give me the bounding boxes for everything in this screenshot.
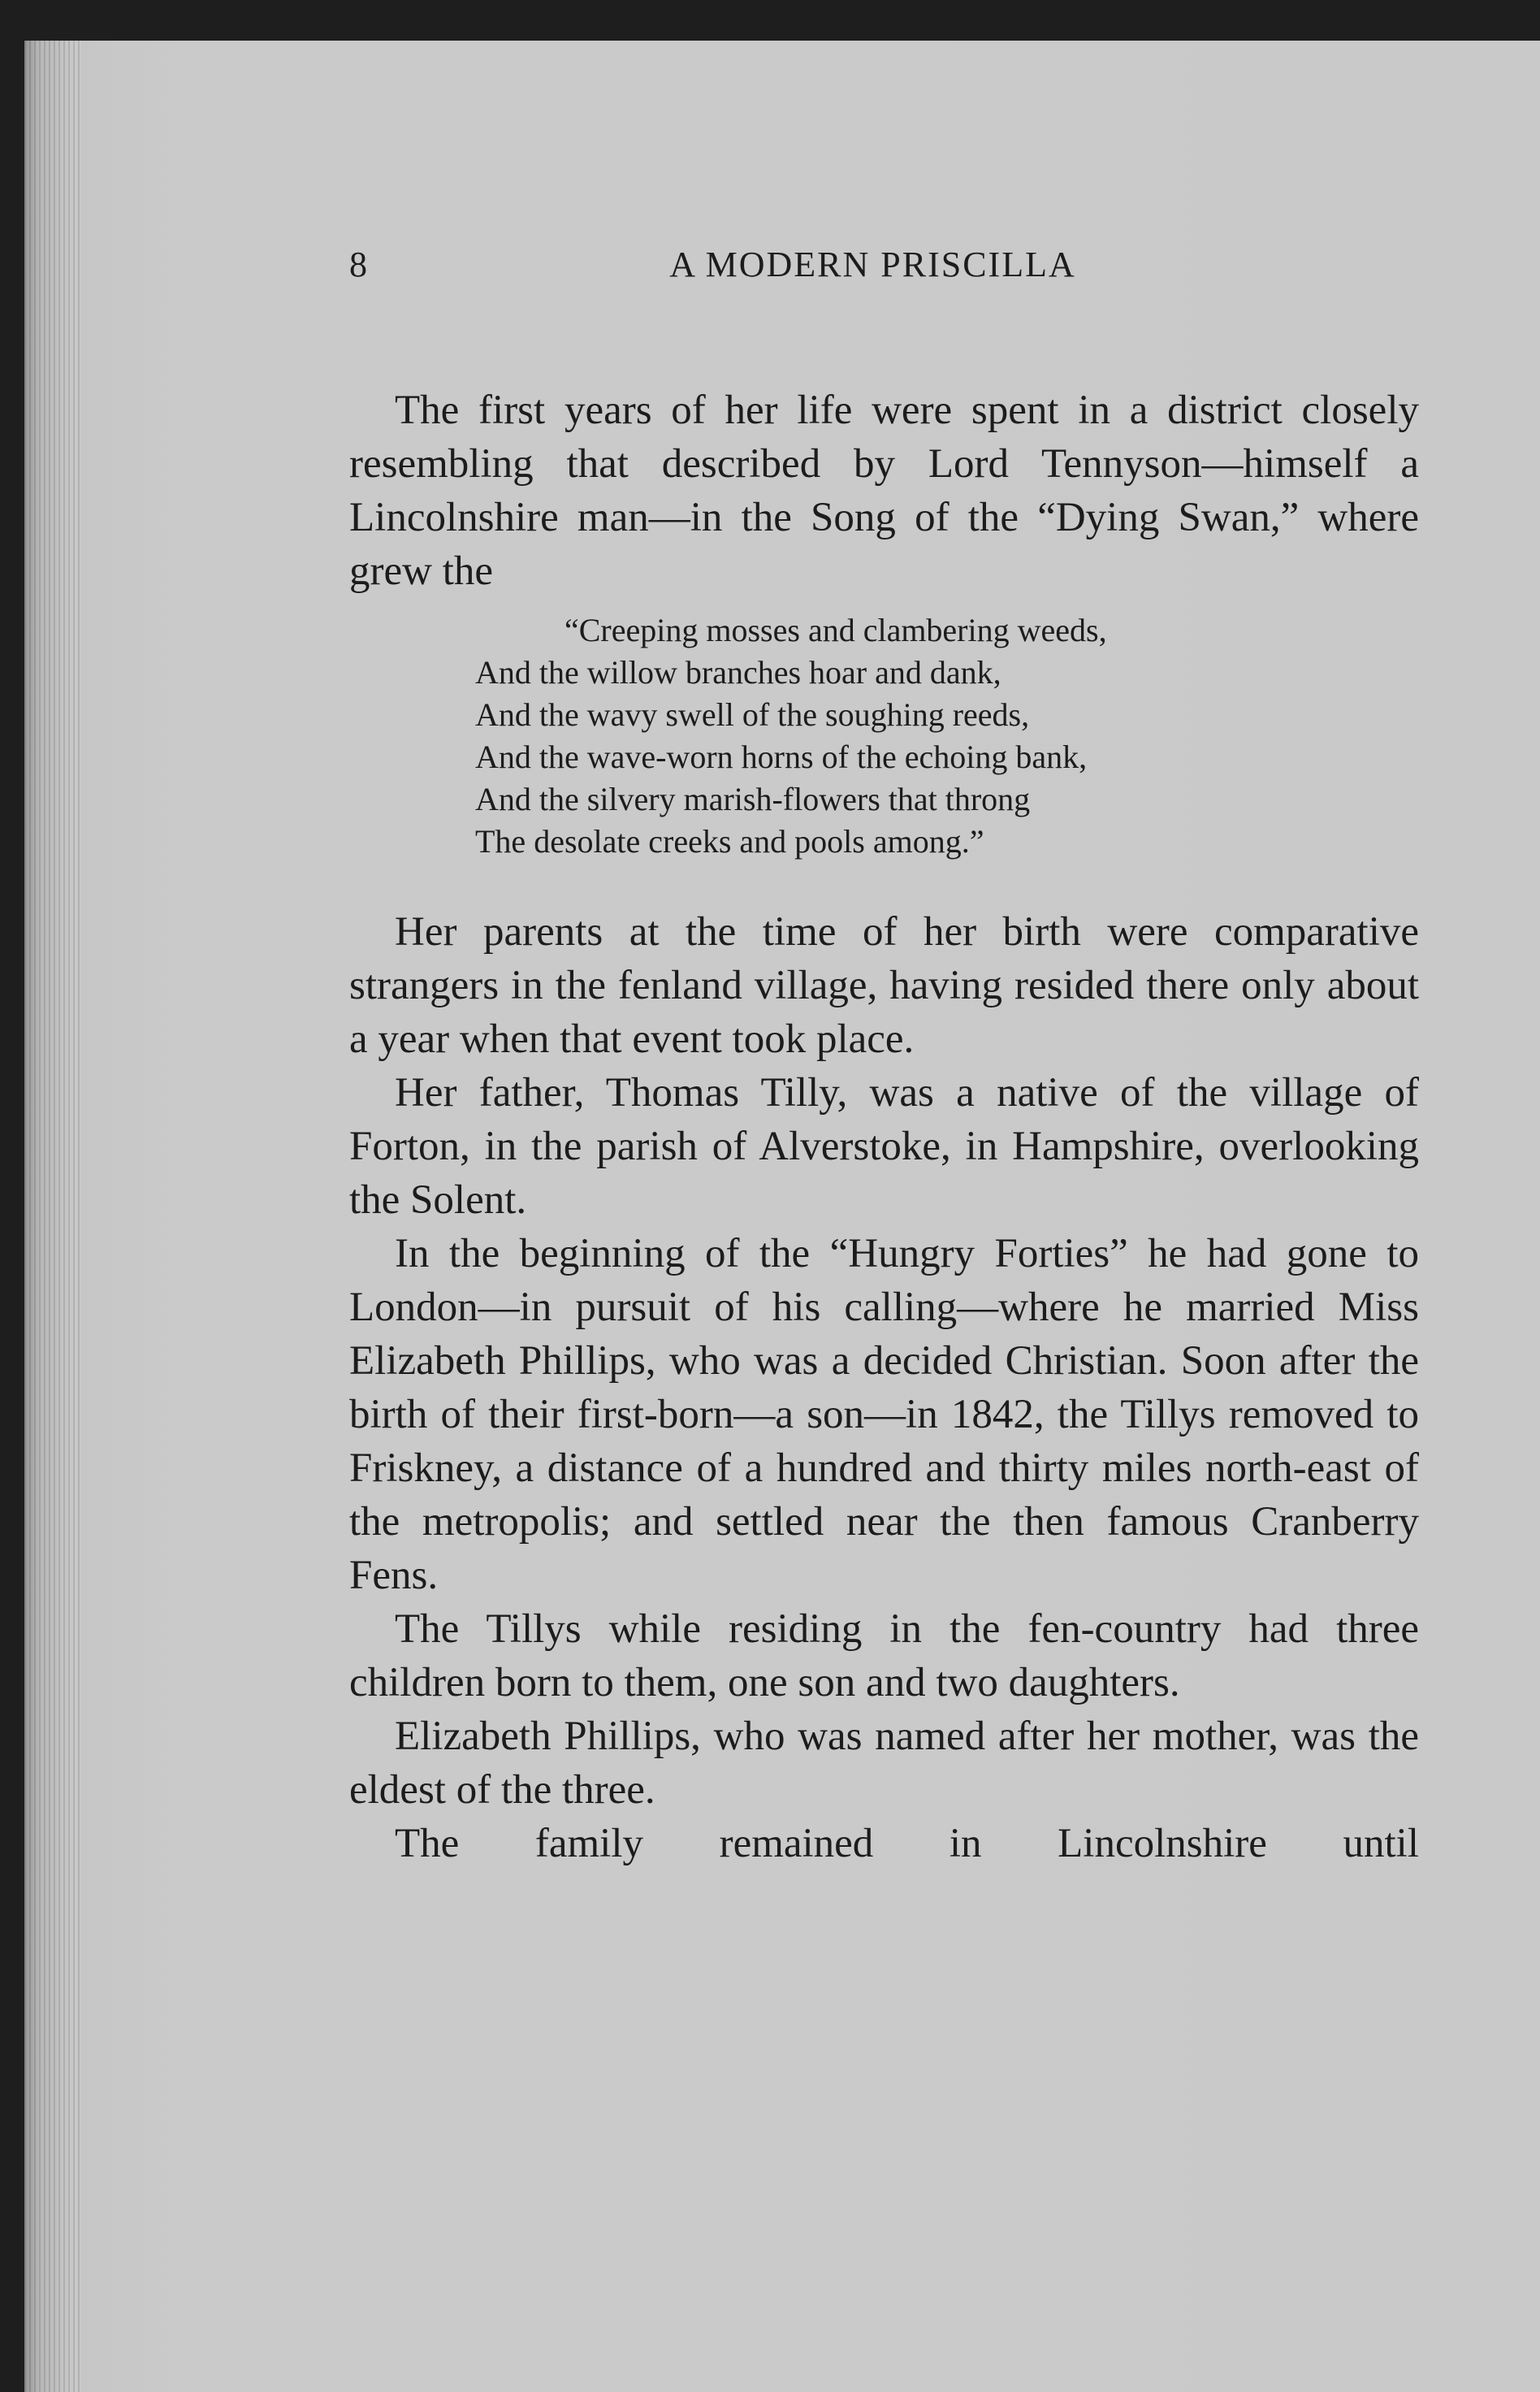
- book-page: [24, 41, 1540, 2392]
- poem-line: And the silvery marish-flowers that throng: [475, 781, 1031, 817]
- book-title: A MODERN PRISCILLA: [669, 245, 1076, 284]
- body-paragraph: Her parents at the time of her birth were comparative strangers in the fenland village, having resided there only about a year when that event took place.: [349, 909, 1419, 1062]
- continued-paragraph: The family remained in Lincolnshire until: [395, 1821, 1419, 1866]
- page-number: 8: [349, 245, 368, 284]
- running-head: [327, 244, 1419, 292]
- poem-line: And the wave-worn horns of the echoing bank,: [475, 739, 1088, 775]
- body-paragraph: The Tillys while residing in the fen-country had three children born to them, one son and two daughters.: [349, 1606, 1419, 1705]
- body-paragraph: Elizabeth Phillips, who was named after her mother, was the eldest of the three.: [349, 1714, 1419, 1813]
- poem-line: The desolate creeks and pools among.”: [475, 823, 984, 860]
- page-body: [349, 384, 1419, 1870]
- page-binding-edge: [24, 41, 81, 2392]
- intro-paragraph: The first years of her life were spent in a district closely resembling that described by Lord Tennyson—himself a Lincolnshire man—in the Song of the “Dying Swan,” where grew the: [349, 388, 1419, 594]
- poem-line: “Creeping mosses and clambering weeds,: [565, 612, 1107, 648]
- poem-line: And the wavy swell of the soughing reeds,: [475, 696, 1030, 733]
- poem-line: And the willow branches hoar and dank,: [475, 654, 1001, 691]
- body-paragraph: Her father, Thomas Tilly, was a native of the village of Forton, in the parish of Alverstoke, in Hampshire, overlooking the Solent.: [349, 1070, 1419, 1223]
- body-paragraph: In the beginning of the “Hungry Forties” he had gone to London—in pursuit of his calling—where he married Miss Elizabeth Phillips, who was a decided Christian. Soon after the birth of their first-born—a son—in 1842, the Tillys removed to Friskney, a distance of a hundred and thirty miles north-east of the metropolis; and settled near the then famous Cranberry Fens.: [349, 1231, 1419, 1598]
- poem-quotation: [475, 609, 1419, 863]
